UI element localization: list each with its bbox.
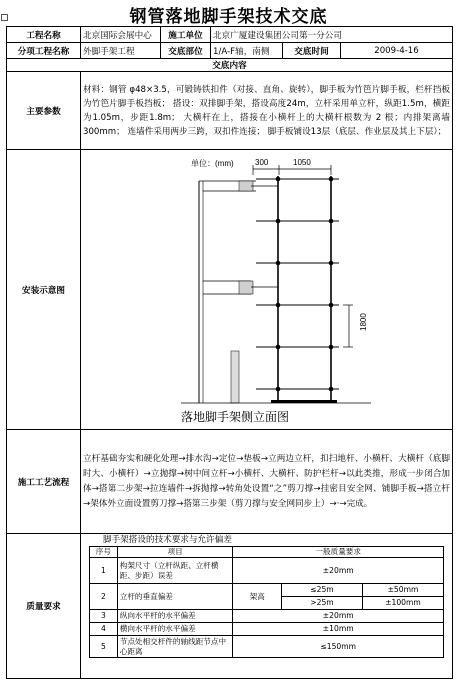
- row-item: 构架尺寸（立杆纵距、立杆横距、步距）误差: [117, 558, 233, 584]
- diagram-caption: 落地脚手架侧立面图: [181, 409, 290, 424]
- row-no: 5: [90, 636, 118, 658]
- row-tol-1: ±50mm: [362, 584, 443, 597]
- subproject-value: 外脚手架工程: [81, 43, 161, 59]
- row-item: 横向水平杆的水平偏差: [117, 623, 233, 636]
- row-item: 立杆的垂直偏差: [117, 584, 233, 610]
- col-no-header: 序号: [90, 547, 118, 558]
- date-label: 交底时间: [283, 43, 341, 59]
- row-no: 3: [90, 610, 118, 623]
- quality-table: [89, 546, 444, 658]
- document-title: 钢管落地脚手架技术交底: [129, 7, 328, 27]
- contractor-value: 北京广厦建设集团公司第一分公司: [211, 27, 453, 43]
- table-row: [90, 610, 444, 623]
- table-row: [90, 558, 444, 584]
- row-no: 2: [90, 584, 118, 610]
- row-no: 1: [90, 558, 118, 584]
- row-std: ±20mm: [233, 558, 444, 584]
- subproject-label: 分项工程名称: [7, 43, 81, 59]
- col-std-header: 一般质量要求: [233, 547, 444, 558]
- row-sub-label: 架高: [233, 584, 282, 610]
- quality-cell: [81, 534, 453, 679]
- row-cond-2: >25m: [282, 597, 363, 610]
- col-item-header: 项目: [117, 547, 233, 558]
- row-no: 4: [90, 623, 118, 636]
- quality-table-title: 脚手架搭设的技术要求与允许偏差: [103, 535, 232, 545]
- process-text: 立杆基础夯实和硬化处理→排水沟→定位→垫板→立两边立杆，扣扫地杆、小横杆、大横杆（底脚时大、小横杆）→立抛撑→树中间立杆→小横杆、大横杆、防护栏杆→以此类推，形成一步闭合加体→搭第二步架→拉连墙件→拆抛撑→转角处设置“之”剪刀撑→挂密目安全网、铺脚手板→搭立杆→架体外立面设置剪刀撑→搭第三步架（剪刀撑与安全网同步上）→·→完成。: [81, 430, 453, 534]
- dim-300-label: 300: [255, 157, 269, 167]
- row-item: 节点处相交杆件的轴线距节点中心距离: [117, 636, 233, 658]
- dim-1050-label: 1050: [293, 157, 311, 167]
- location-label: 交底部位: [161, 43, 211, 59]
- contractor-label: 施工单位: [161, 27, 211, 43]
- row-cond-1: ≤25m: [282, 584, 363, 597]
- project-name-label: 工程名称: [7, 27, 81, 43]
- date-value: 2009-4-16: [341, 43, 453, 59]
- location-value: 1/A-F轴，南侧: [211, 43, 283, 59]
- dim-1800-label: 1800: [359, 312, 368, 331]
- ledger-points: [276, 176, 334, 391]
- row-std: ±10mm: [233, 623, 444, 636]
- row-std: ≤150mm: [233, 636, 444, 658]
- row-item: 纵向水平杆的水平偏差: [117, 610, 233, 623]
- row-std: ±20mm: [233, 610, 444, 623]
- corner-mark: [1, 14, 8, 21]
- disclosure-table: [6, 26, 453, 679]
- diagram-label: 安装示意图: [7, 150, 81, 430]
- table-row: [90, 584, 444, 597]
- content-header: 交底内容: [7, 59, 453, 72]
- table-row: [90, 623, 444, 636]
- unit-text: 单位：(mm): [191, 158, 234, 168]
- project-name-value: 北京国际会展中心: [81, 27, 161, 43]
- row-tol-2: ±100mm: [362, 597, 443, 610]
- scaffold-elevation-diagram: [81, 151, 451, 429]
- quality-label: 质量要求: [7, 534, 81, 679]
- table-row: [90, 636, 444, 658]
- main-params-label: 主要参数: [7, 72, 81, 150]
- main-params-text: 材料：钢管 φ48×3.5，可锻铸铁扣件（对接、直角、旋转），脚手板为竹笆片脚手板，栏杆挡板为竹笆片脚手板挡板； 搭设：双排脚手架，搭设高度24m，立杆采用单立杆，纵距1.5m，横距为1.05m，步距1.8m； 大横杆在上，搭接在小横杆上的大横杆根数为 2 根；内排架离墙 300mm； 连墙件采用两步三跨，双扣件连接； 脚手板铺设13层（底层、作业层及其上下层）；: [81, 72, 453, 150]
- process-label: 施工工艺流程: [7, 430, 81, 534]
- diagram-cell: [81, 150, 453, 430]
